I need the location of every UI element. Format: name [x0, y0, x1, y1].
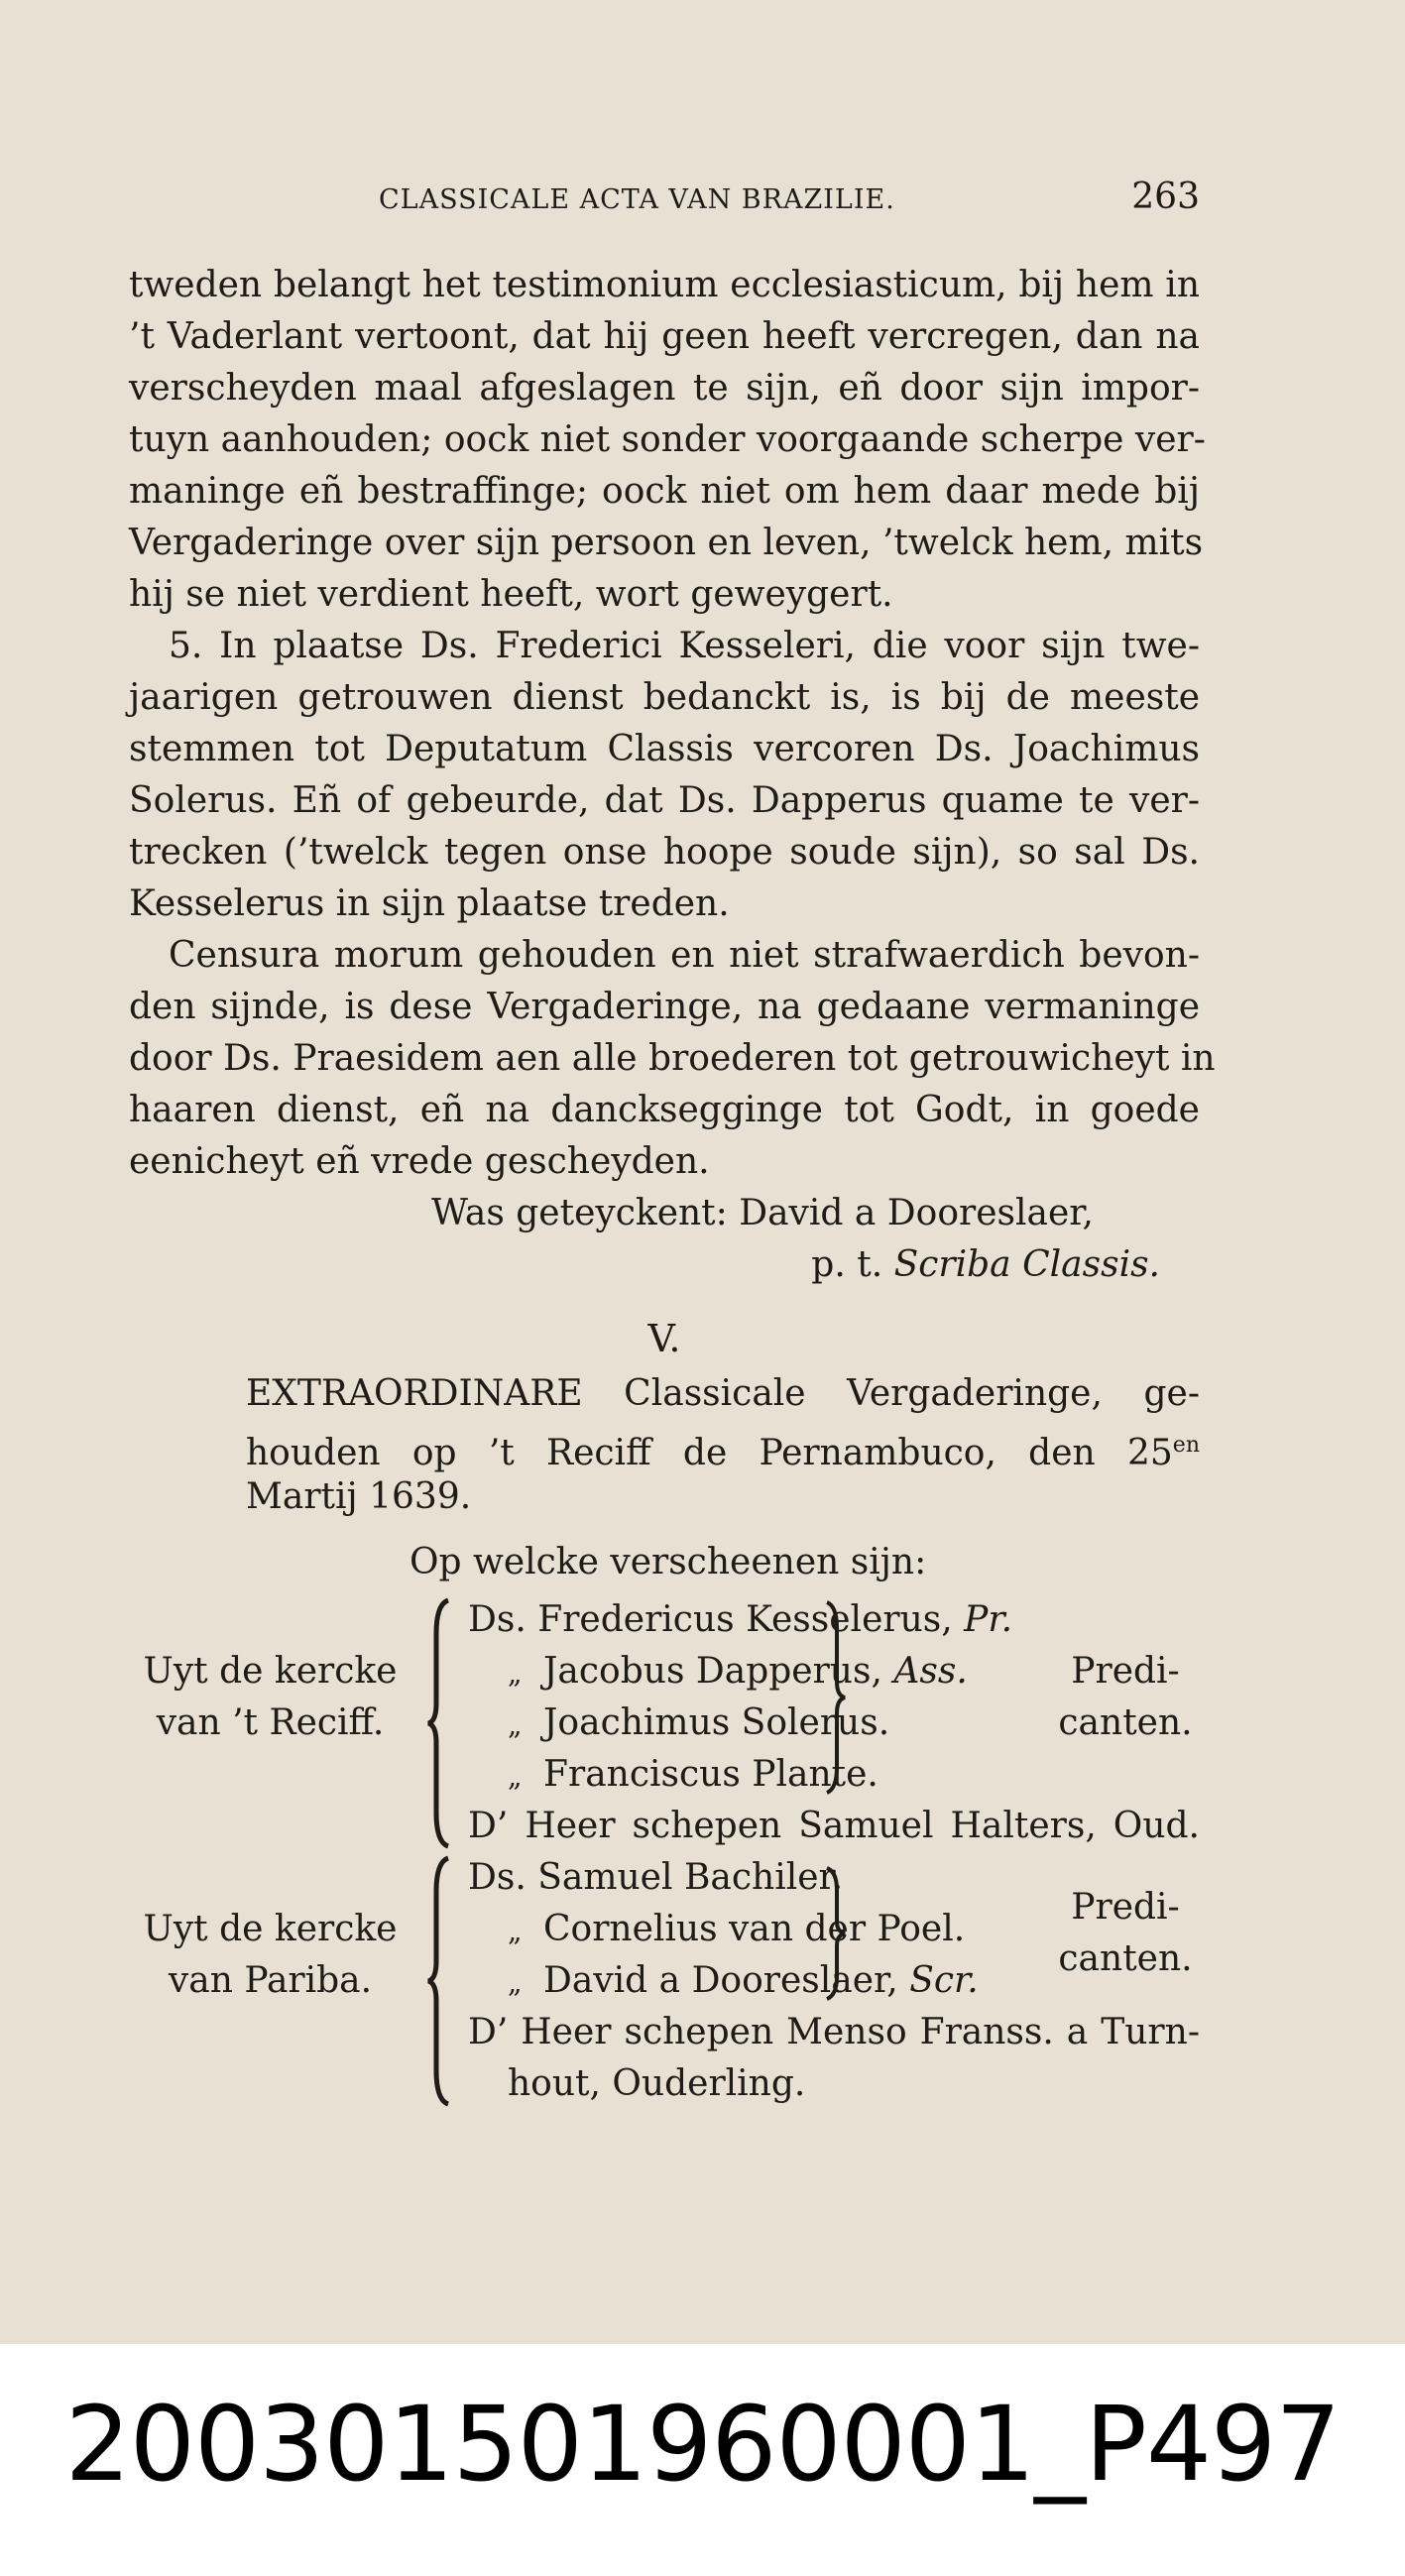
text-line: haaren dienst, eñ na dancksegginge tot Godt, in goede [129, 1090, 1200, 1130]
ditto-mark: „ [508, 1760, 523, 1793]
attendee-group-pariba [129, 1852, 1200, 2110]
attendee-group-reciff [129, 1594, 1200, 1852]
minister-name: Fredericus Kesselerus, [537, 1599, 953, 1640]
predicanten-line: canten. [1058, 1702, 1193, 1743]
superscript: en [1172, 1433, 1200, 1458]
minister-role: Ass. [893, 1651, 968, 1692]
text-line: Martij 1639. [246, 1476, 472, 1517]
paragraph-2 [129, 621, 1200, 930]
text-line: Censura morum gehouden en niet strafwaerdich bevon- [169, 935, 1200, 976]
text-line [246, 1420, 1200, 1471]
predicanten-line: Predi- [1071, 1651, 1180, 1692]
section-heading: V. [647, 1317, 681, 1360]
title-prefix: Ds. [468, 1857, 527, 1898]
church-label-line: van ’t Reciff. [156, 1702, 385, 1743]
predicanten-label [1051, 1882, 1200, 1985]
text-line: door Ds. Praesidem aen alle broederen tot getrouwicheyt in [129, 1038, 1216, 1079]
scan-identifier: 20030150196000​1_P497 [64, 2384, 1341, 2505]
church-label-line: Uyt de kercke [143, 1651, 398, 1692]
minister-role: Pr. [964, 1599, 1013, 1640]
ditto-mark: „ [508, 1966, 523, 1999]
text-line: EXTRAORDINARE Classicale Vergaderinge, ge- [246, 1373, 1200, 1414]
text-line: jaarigen getrouwen dienst bedanckt is, is bij de meeste [129, 677, 1200, 718]
text-line: ’t Vaderlant vertoont, dat hij geen heeft vercregen, dan na [129, 316, 1200, 357]
text-line: eenicheyt eñ vrede gescheyden. [129, 1141, 710, 1182]
title-prefix: Ds. [468, 1599, 527, 1640]
minister-list [129, 1594, 1200, 1852]
signature-line: Was geteyckent: David a Dooreslaer, [431, 1193, 1094, 1233]
signature-role-prefix: p. t. [811, 1244, 883, 1285]
signature-role-title: Scriba Classis. [893, 1244, 1160, 1285]
text-line: Kesselerus in sijn plaatse treden. [129, 883, 730, 924]
text-line: stemmen tot Deputatum Classis vercoren Ds. Joachimus [129, 729, 1200, 769]
text-line: verscheyden maal afgeslagen te sijn, eñ door sijn impor- [129, 368, 1200, 409]
body-text [129, 260, 1216, 2110]
right-brace [823, 1864, 847, 2003]
predicanten-label [1051, 1646, 1200, 1749]
text-line: tuyn aanhouden; oock niet sonder voorgaande scherpe ver- [129, 419, 1206, 460]
ditto-mark: „ [508, 1915, 523, 1947]
present-intro: Op welcke verscheenen sijn: [410, 1542, 927, 1582]
elder-row: D’ Heer schepen Menso Franss. a Turn- [468, 2012, 1200, 2052]
text-line: 5. In plaatse Ds. Frederici Kesseleri, die voor sijn twe- [169, 626, 1200, 666]
paragraph-1 [129, 260, 1206, 621]
minister-role: Scr. [909, 1960, 979, 2001]
running-head [129, 176, 1200, 226]
minister-name: Cornelius van der Poel. [543, 1909, 966, 1949]
text-line: den sijnde, is dese Vergaderinge, na gedaane vermaninge [129, 987, 1200, 1027]
elder-row: hout, Ouderling. [508, 2063, 806, 2104]
church-label-line: van Pariba. [168, 1960, 373, 2001]
predicanten-line: Predi- [1071, 1887, 1180, 1928]
text-line: maninge eñ bestraffinge; oock niet om hem daar mede bij [129, 471, 1200, 512]
extraordinary-meeting [129, 1368, 1200, 1523]
meeting-place: houden op ’t Reciff de Pernambuco, den 25 [246, 1433, 1173, 1473]
minister-name: David a Dooreslaer, [543, 1960, 898, 2001]
minister-name: Franciscus Plante. [543, 1754, 878, 1795]
text-line: trecken (’twelck tegen onse hoope soude sijn), so sal Ds. [129, 832, 1200, 873]
right-brace [823, 1598, 847, 1797]
text-line: Solerus. Eñ of gebeurde, dat Ds. Dapperus quame te ver- [129, 780, 1200, 821]
running-title: CLASSICALE ACTA VAN BRAZILIE. [379, 184, 895, 215]
minister-name: Jacobus Dapperus, [543, 1651, 882, 1692]
church-label-line: Uyt de kercke [143, 1909, 398, 1949]
text-line: Vergaderinge over sijn persoon en leven, ’twelck hem, mits [129, 523, 1204, 563]
text-line: hij se niet verdient heeft, wort geweygert. [129, 574, 893, 615]
minister-list [129, 1852, 1200, 2110]
ditto-mark: „ [508, 1708, 523, 1741]
signature-role [129, 1239, 1200, 1291]
predicanten-line: canten. [1058, 1938, 1193, 1979]
minister-name: Samuel Bachiler. [537, 1857, 844, 1898]
elder-row: D’ Heer schepen Samuel Halters, Oud. [468, 1806, 1200, 1846]
text-line: tweden belangt het testimonium ecclesiasticum, bij hem in [129, 265, 1200, 305]
signature [129, 1188, 1200, 1291]
ditto-mark: „ [508, 1657, 523, 1690]
minister-name: Joachimus Solerus. [543, 1702, 890, 1743]
paragraph-3 [129, 930, 1216, 1188]
page-number: 263 [1131, 176, 1200, 217]
